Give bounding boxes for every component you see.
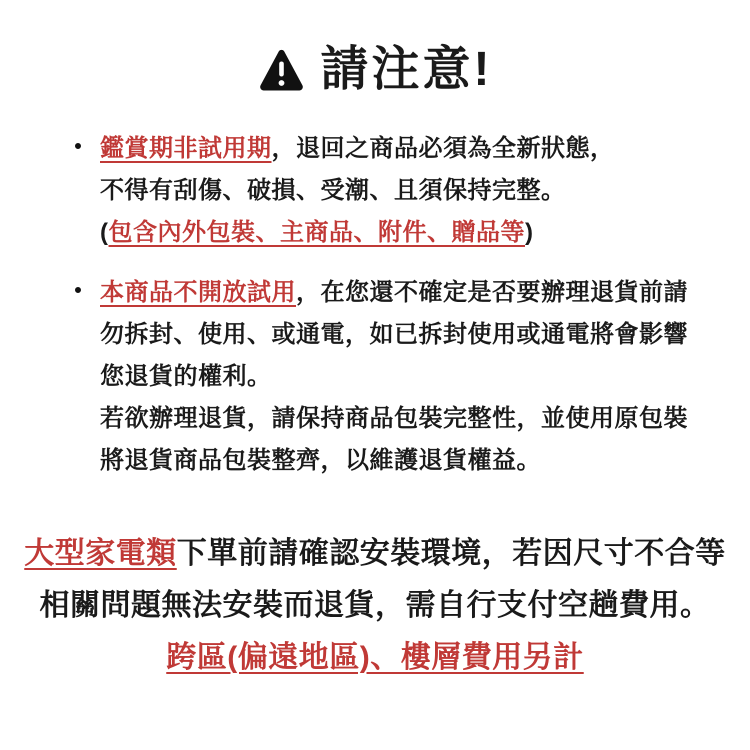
item1-highlight-text: 鑑賞期非試用期 <box>100 135 272 162</box>
footer-line3 <box>0 632 750 684</box>
item2-line3: 您退貨的權利。 <box>100 363 272 390</box>
item1-paren-open: ( <box>100 219 109 246</box>
ring-bullet-icon <box>75 287 81 293</box>
item1-line3 <box>100 212 750 254</box>
item2-highlight-text: 本商品不開放試用 <box>100 279 296 306</box>
item1-paren-close: ) <box>525 219 534 246</box>
footer-line3-highlight-text: 跨區(偏遠地區)、樓層費用另計 <box>166 641 584 674</box>
item1-line3-highlight-text: 包含內外包裝、主商品、附件、贈品等 <box>108 219 525 246</box>
notice-list <box>72 128 750 482</box>
page-title-text: 請注意! <box>320 43 493 96</box>
page-title <box>0 0 750 98</box>
footer-line1 <box>0 528 750 580</box>
footer-highlight-text: 大型家電類 <box>24 537 177 570</box>
item2-para2-line2: 將退貨商品包裝整齊，以維護退貨權益。 <box>100 447 541 474</box>
ring-bullet-icon <box>75 143 81 149</box>
warning-triangle-icon <box>258 48 305 92</box>
item2-para2-line1: 若欲辦理退貨，請保持商品包裝完整性，並使用原包裝 <box>100 405 688 432</box>
item2-line2: 勿拆封、使用、或通電，如已拆封使用或通電將會影響 <box>100 321 688 348</box>
large-appliance-notice <box>0 528 750 684</box>
list-item-no-trial <box>72 272 750 482</box>
footer-line2: 相關問題無法安裝而退貨，需自行支付空趟費用。 <box>39 589 711 622</box>
footer-body-text: 下單前請確認安裝環境，若因尺寸不合等 <box>176 537 726 570</box>
item1-line2: 不得有刮傷、破損、受潮、且須保持完整。 <box>100 177 566 204</box>
item2-body-text: ，在您還不確定是否要辦理退貨前請 <box>296 279 688 306</box>
item1-body-text: ，退回之商品必須為全新狀態， <box>271 135 615 162</box>
item2-line1 <box>100 272 750 314</box>
list-item-inspection-period <box>72 128 750 254</box>
item1-line1 <box>100 128 750 170</box>
